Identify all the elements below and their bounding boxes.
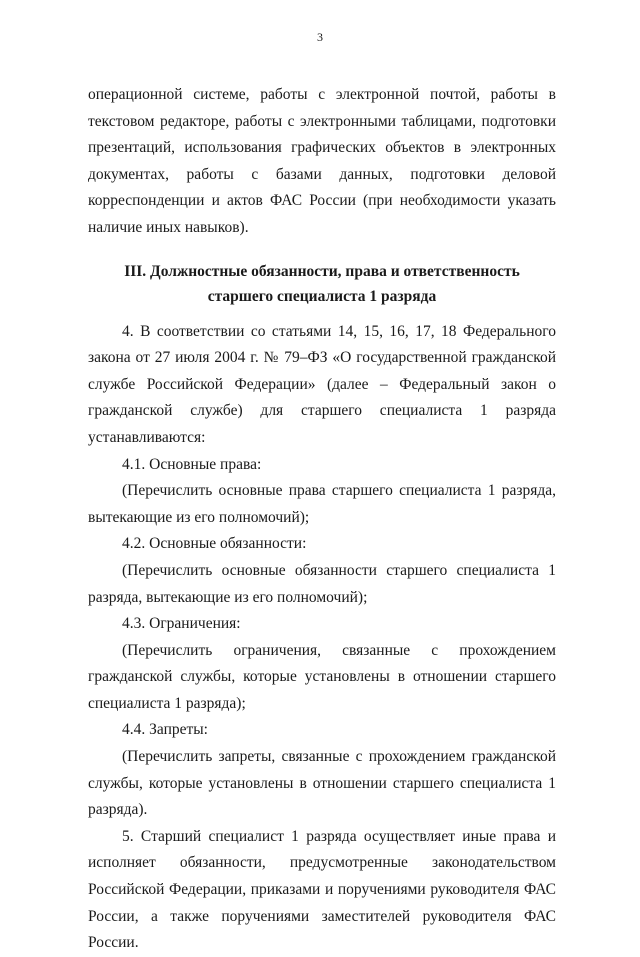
paragraph-4-2-title: 4.2. Основные обязанности: (122, 535, 307, 553)
section-heading-line-2: старшего специалиста 1 разряда (207, 287, 437, 305)
paragraph-4-3-title: 4.3. Ограничения: (122, 615, 241, 633)
paragraph-4-4-title: 4.4. Запреты: (122, 721, 208, 739)
paragraph-4-2-text: (Перечислить основные обязанности старшего специалиста 1 разряда, вытекающие из его полномочий); (88, 561, 556, 606)
paragraph-5: 5. Старший специалист 1 разряда осуществляет иные права и исполняет обязанности, предусмотренные законодательством Российской Федерации, приказами и поручениями руководителя ФАС России, а также поручениями заместителей руководителя ФАС России. (88, 827, 556, 952)
intro-paragraph: операционной системе, работы с электронной почтой, работы в текстовом редакторе, работы с электронными таблицами, подготовки презентаций, использования графических объектов в электронных документах, работы с базами данных, подготовки деловой корреспонденции и актов ФАС России (при необходимости указать наличие иных навыков). (88, 86, 556, 236)
paragraph-4: 4. В соответствии со статьями 14, 15, 16, 17, 18 Федерального закона от 27 июля 2004 г. № 79–ФЗ «О государственной гражданской службе Российской Федерации» (далее – Федеральный закон о гражданской службе) для старшего специалиста 1 разряда устанавливаются: (88, 322, 556, 446)
section-heading-line-1: III. Должностные обязанности, права и ответственность (124, 262, 520, 280)
paragraph-4-4-text: (Перечислить запреты, связанные с прохождением гражданской службы, которые установлены в отношении старшего специалиста 1 разряда). (88, 748, 556, 819)
section-heading (88, 259, 556, 309)
paragraph-4-1-title: 4.1. Основные права: (122, 455, 262, 473)
document-body (88, 82, 556, 957)
paragraph-4-1-text: (Перечислить основные права старшего специалиста 1 разряда, вытекающие из его полномочий); (88, 482, 556, 526)
paragraph-4-3-text: (Перечислить ограничения, связанные с прохождением гражданской службы, которые установлены в отношении старшего специалиста 1 разряда); (88, 641, 556, 712)
page-number: 3 (317, 30, 323, 44)
